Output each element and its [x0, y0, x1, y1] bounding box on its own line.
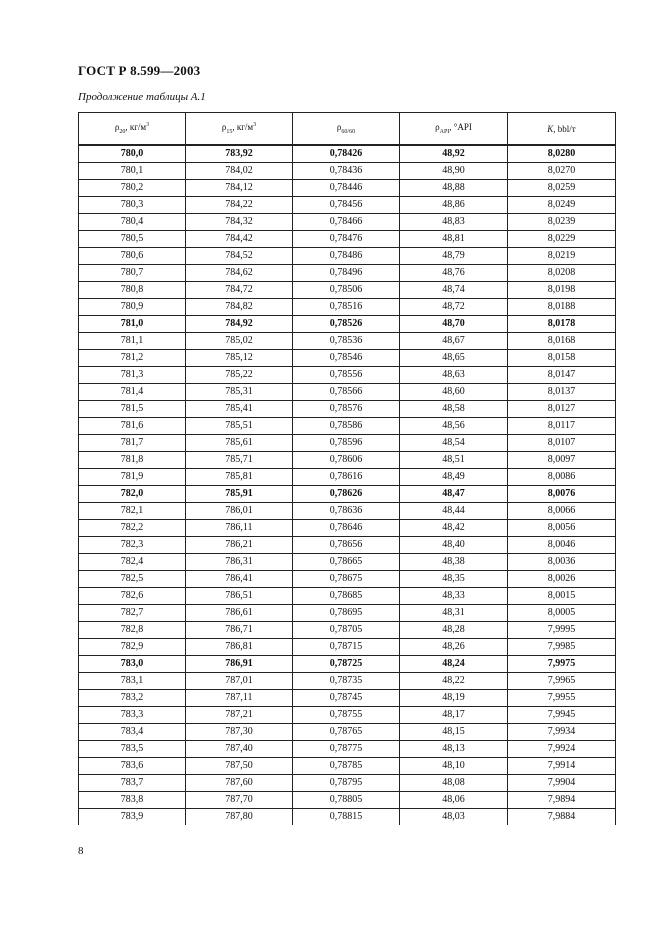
table-cell: 8,0137 [508, 384, 616, 401]
table-cell: 783,4 [79, 724, 186, 741]
table-cell: 787,40 [186, 741, 293, 758]
table-cell: 786,11 [186, 520, 293, 537]
table-cell: 782,1 [79, 503, 186, 520]
table-row [79, 690, 616, 707]
table-cell: 0,78606 [293, 452, 400, 469]
table-cell: 783,6 [79, 758, 186, 775]
table-cell: 48,51 [400, 452, 508, 469]
table-cell: 786,91 [186, 656, 293, 673]
table-cell: 784,22 [186, 197, 293, 214]
table-cell: 785,61 [186, 435, 293, 452]
table-cell: 0,78715 [293, 639, 400, 656]
table-cell: 785,31 [186, 384, 293, 401]
table-cell: 48,58 [400, 401, 508, 418]
table-row [79, 469, 616, 486]
table-cell: 8,0280 [508, 145, 616, 163]
table-row [79, 282, 616, 299]
table-cell: 0,78526 [293, 316, 400, 333]
table-cell: 781,2 [79, 350, 186, 367]
density-table [78, 112, 616, 825]
table-cell: 787,50 [186, 758, 293, 775]
table-cell: 0,78755 [293, 707, 400, 724]
table-cell: 787,70 [186, 792, 293, 809]
table-cell: 0,78815 [293, 809, 400, 826]
table-row [79, 214, 616, 231]
table-cell: 781,8 [79, 452, 186, 469]
table-cell: 8,0147 [508, 367, 616, 384]
table-cell: 782,5 [79, 571, 186, 588]
table-cell: 787,60 [186, 775, 293, 792]
table-row [79, 265, 616, 282]
table-cell: 0,78546 [293, 350, 400, 367]
table-cell: 7,9975 [508, 656, 616, 673]
table-row [79, 163, 616, 180]
table-cell: 8,0188 [508, 299, 616, 316]
table-cell: 787,11 [186, 690, 293, 707]
table-cell: 8,0158 [508, 350, 616, 367]
table-cell: 0,78725 [293, 656, 400, 673]
table-cell: 8,0219 [508, 248, 616, 265]
table-cell: 0,78496 [293, 265, 400, 282]
table-cell: 0,78596 [293, 435, 400, 452]
table-cell: 785,91 [186, 486, 293, 503]
table-cell: 0,78566 [293, 384, 400, 401]
table-cell: 48,88 [400, 180, 508, 197]
table-cell: 7,9904 [508, 775, 616, 792]
table-cell: 8,0076 [508, 486, 616, 503]
table-row [79, 418, 616, 435]
table-cell: 48,49 [400, 469, 508, 486]
table-cell: 0,78616 [293, 469, 400, 486]
table-cell: 8,0026 [508, 571, 616, 588]
table-cell: 781,1 [79, 333, 186, 350]
table-cell: 782,3 [79, 537, 186, 554]
table-cell: 784,82 [186, 299, 293, 316]
table-row [79, 639, 616, 656]
table-cell: 785,71 [186, 452, 293, 469]
table-cell: 0,78775 [293, 741, 400, 758]
table-row [79, 622, 616, 639]
table-row [79, 503, 616, 520]
table-cell: 781,6 [79, 418, 186, 435]
table-cell: 785,12 [186, 350, 293, 367]
table-row [79, 145, 616, 163]
table-caption: Продолжение таблицы А.1 [78, 91, 206, 103]
table-cell: 786,21 [186, 537, 293, 554]
table-cell: 8,0239 [508, 214, 616, 231]
table-cell: 48,33 [400, 588, 508, 605]
table-cell: 8,0015 [508, 588, 616, 605]
table-cell: 7,9965 [508, 673, 616, 690]
table-row [79, 401, 616, 418]
table-row [79, 350, 616, 367]
table-cell: 48,86 [400, 197, 508, 214]
table-cell: 8,0097 [508, 452, 616, 469]
table-cell: 0,78626 [293, 486, 400, 503]
table-cell: 785,22 [186, 367, 293, 384]
table-row [79, 724, 616, 741]
table-cell: 48,74 [400, 282, 508, 299]
table-cell: 784,02 [186, 163, 293, 180]
table-body [79, 145, 616, 825]
table-cell: 780,9 [79, 299, 186, 316]
table-cell: 787,01 [186, 673, 293, 690]
table-cell: 785,02 [186, 333, 293, 350]
table-cell: 783,92 [186, 145, 293, 163]
table-cell: 0,78476 [293, 231, 400, 248]
table-cell: 780,2 [79, 180, 186, 197]
table-cell: 783,9 [79, 809, 186, 826]
table-row [79, 248, 616, 265]
table-cell: 783,8 [79, 792, 186, 809]
column-header: $\rho_{15}$, $кг/м^3$ [186, 113, 293, 146]
table-cell: 48,54 [400, 435, 508, 452]
table-cell: 782,2 [79, 520, 186, 537]
table-cell: 48,67 [400, 333, 508, 350]
table-cell: 782,0 [79, 486, 186, 503]
table-cell: 48,10 [400, 758, 508, 775]
table-cell: 48,65 [400, 350, 508, 367]
table-cell: 7,9914 [508, 758, 616, 775]
table-cell: 786,41 [186, 571, 293, 588]
table-row [79, 452, 616, 469]
table-cell: 8,0117 [508, 418, 616, 435]
table-cell: 48,90 [400, 163, 508, 180]
table-cell: 48,22 [400, 673, 508, 690]
column-header: K, bbl/т [508, 113, 616, 146]
table-cell: 7,9945 [508, 707, 616, 724]
table-cell: 7,9924 [508, 741, 616, 758]
table-cell: 787,30 [186, 724, 293, 741]
table-cell: 48,81 [400, 231, 508, 248]
table-cell: 48,31 [400, 605, 508, 622]
table-cell: 0,78765 [293, 724, 400, 741]
table-cell: 780,1 [79, 163, 186, 180]
table-cell: 784,32 [186, 214, 293, 231]
table-cell: 784,62 [186, 265, 293, 282]
table-cell: 784,52 [186, 248, 293, 265]
table-cell: 8,0178 [508, 316, 616, 333]
table-cell: 781,0 [79, 316, 186, 333]
table-row [79, 231, 616, 248]
table-row [79, 520, 616, 537]
table-cell: 0,78506 [293, 282, 400, 299]
table-row [79, 741, 616, 758]
table-row [79, 367, 616, 384]
table-cell: 48,60 [400, 384, 508, 401]
table-cell: 0,78586 [293, 418, 400, 435]
table-cell: 8,0066 [508, 503, 616, 520]
table-cell: 783,7 [79, 775, 186, 792]
table-cell: 0,78446 [293, 180, 400, 197]
table-cell: 48,44 [400, 503, 508, 520]
table-cell: 0,78685 [293, 588, 400, 605]
table-cell: 0,78456 [293, 197, 400, 214]
table-cell: 48,76 [400, 265, 508, 282]
table-cell: 8,0046 [508, 537, 616, 554]
table-cell: 780,8 [79, 282, 186, 299]
table-cell: 786,51 [186, 588, 293, 605]
table-cell: 8,0198 [508, 282, 616, 299]
table-row [79, 656, 616, 673]
table-cell: 0,78785 [293, 758, 400, 775]
table-cell: 780,6 [79, 248, 186, 265]
table-cell: 780,0 [79, 145, 186, 163]
table-cell: 784,12 [186, 180, 293, 197]
column-header: $\rho_{20}$, $кг/м^3$ [79, 113, 186, 146]
table-cell: 48,47 [400, 486, 508, 503]
table-cell: 48,35 [400, 571, 508, 588]
table-cell: 0,78556 [293, 367, 400, 384]
table-row [79, 537, 616, 554]
table-cell: 8,0107 [508, 435, 616, 452]
table-cell: 0,78705 [293, 622, 400, 639]
table-cell: 7,9995 [508, 622, 616, 639]
table-cell: 783,0 [79, 656, 186, 673]
table-cell: 8,0229 [508, 231, 616, 248]
table-cell: 48,38 [400, 554, 508, 571]
table-cell: 7,9894 [508, 792, 616, 809]
table-cell: 8,0168 [508, 333, 616, 350]
table-cell: 8,0036 [508, 554, 616, 571]
table-cell: 0,78426 [293, 145, 400, 163]
table-cell: 786,61 [186, 605, 293, 622]
table-cell: 0,78735 [293, 673, 400, 690]
table-cell: 48,70 [400, 316, 508, 333]
table-cell: 786,31 [186, 554, 293, 571]
table-row [79, 673, 616, 690]
table-cell: 48,79 [400, 248, 508, 265]
table-row [79, 588, 616, 605]
table-cell: 8,0249 [508, 197, 616, 214]
table-row [79, 792, 616, 809]
table-cell: 0,78536 [293, 333, 400, 350]
table-cell: 781,4 [79, 384, 186, 401]
table-cell: 8,0208 [508, 265, 616, 282]
column-header: $\rho_{60/60}$ [293, 113, 400, 146]
column-header: $\rho_{API}$, °API [400, 113, 508, 146]
table-cell: 0,78636 [293, 503, 400, 520]
table-cell: 780,3 [79, 197, 186, 214]
table-cell: 783,1 [79, 673, 186, 690]
table-cell: 48,40 [400, 537, 508, 554]
table-cell: 780,7 [79, 265, 186, 282]
table-cell: 785,41 [186, 401, 293, 418]
table-cell: 48,19 [400, 690, 508, 707]
table-cell: 0,78576 [293, 401, 400, 418]
table-cell: 782,4 [79, 554, 186, 571]
table-cell: 48,92 [400, 145, 508, 163]
table-cell: 0,78486 [293, 248, 400, 265]
table-cell: 0,78665 [293, 554, 400, 571]
table-cell: 48,13 [400, 741, 508, 758]
table-cell: 782,6 [79, 588, 186, 605]
table-row [79, 384, 616, 401]
table-cell: 783,5 [79, 741, 186, 758]
table-cell: 7,9884 [508, 809, 616, 826]
table-cell: 48,63 [400, 367, 508, 384]
table-cell: 48,26 [400, 639, 508, 656]
table-row [79, 435, 616, 452]
table-cell: 8,0127 [508, 401, 616, 418]
table-cell: 781,9 [79, 469, 186, 486]
table-cell: 7,9955 [508, 690, 616, 707]
table-cell: 8,0005 [508, 605, 616, 622]
table-cell: 786,81 [186, 639, 293, 656]
table-cell: 48,28 [400, 622, 508, 639]
table-row [79, 299, 616, 316]
table-cell: 48,72 [400, 299, 508, 316]
table-cell: 0,78675 [293, 571, 400, 588]
table-cell: 782,7 [79, 605, 186, 622]
table-row [79, 316, 616, 333]
table-cell: 784,92 [186, 316, 293, 333]
table-cell: 786,71 [186, 622, 293, 639]
table-cell: 8,0270 [508, 163, 616, 180]
table-cell: 782,8 [79, 622, 186, 639]
table-cell: 8,0056 [508, 520, 616, 537]
table-cell: 782,9 [79, 639, 186, 656]
table-cell: 783,3 [79, 707, 186, 724]
table-cell: 8,0086 [508, 469, 616, 486]
table-cell: 7,9934 [508, 724, 616, 741]
table-cell: 48,83 [400, 214, 508, 231]
table-cell: 781,3 [79, 367, 186, 384]
table-header-row [79, 113, 616, 146]
table-cell: 784,72 [186, 282, 293, 299]
table-cell: 785,51 [186, 418, 293, 435]
table-row [79, 707, 616, 724]
table-cell: 786,01 [186, 503, 293, 520]
table-row [79, 486, 616, 503]
table-cell: 0,78656 [293, 537, 400, 554]
table-cell: 0,78805 [293, 792, 400, 809]
table-row [79, 809, 616, 826]
table-cell: 48,03 [400, 809, 508, 826]
table-cell: 0,78795 [293, 775, 400, 792]
table-cell: 0,78646 [293, 520, 400, 537]
table-row [79, 775, 616, 792]
table-cell: 781,7 [79, 435, 186, 452]
table-row [79, 758, 616, 775]
table-row [79, 605, 616, 622]
table-cell: 785,81 [186, 469, 293, 486]
table-cell: 0,78516 [293, 299, 400, 316]
table-row [79, 571, 616, 588]
table-cell: 787,21 [186, 707, 293, 724]
table-cell: 8,0259 [508, 180, 616, 197]
table-cell: 0,78466 [293, 214, 400, 231]
document-title: ГОСТ Р 8.599—2003 [78, 63, 201, 78]
table-cell: 48,56 [400, 418, 508, 435]
table-cell: 781,5 [79, 401, 186, 418]
table-cell: 48,17 [400, 707, 508, 724]
table-cell: 48,06 [400, 792, 508, 809]
table-cell: 48,24 [400, 656, 508, 673]
table-cell: 787,80 [186, 809, 293, 826]
table-row [79, 197, 616, 214]
table-cell: 784,42 [186, 231, 293, 248]
page-number: 8 [78, 845, 84, 857]
table-cell: 0,78745 [293, 690, 400, 707]
table-cell: 7,9985 [508, 639, 616, 656]
table-row [79, 554, 616, 571]
table-cell: 780,4 [79, 214, 186, 231]
table-cell: 780,5 [79, 231, 186, 248]
table-row [79, 333, 616, 350]
table-cell: 48,42 [400, 520, 508, 537]
table-cell: 0,78695 [293, 605, 400, 622]
table-cell: 0,78436 [293, 163, 400, 180]
table-cell: 783,2 [79, 690, 186, 707]
table-cell: 48,15 [400, 724, 508, 741]
table-cell: 48,08 [400, 775, 508, 792]
table-row [79, 180, 616, 197]
